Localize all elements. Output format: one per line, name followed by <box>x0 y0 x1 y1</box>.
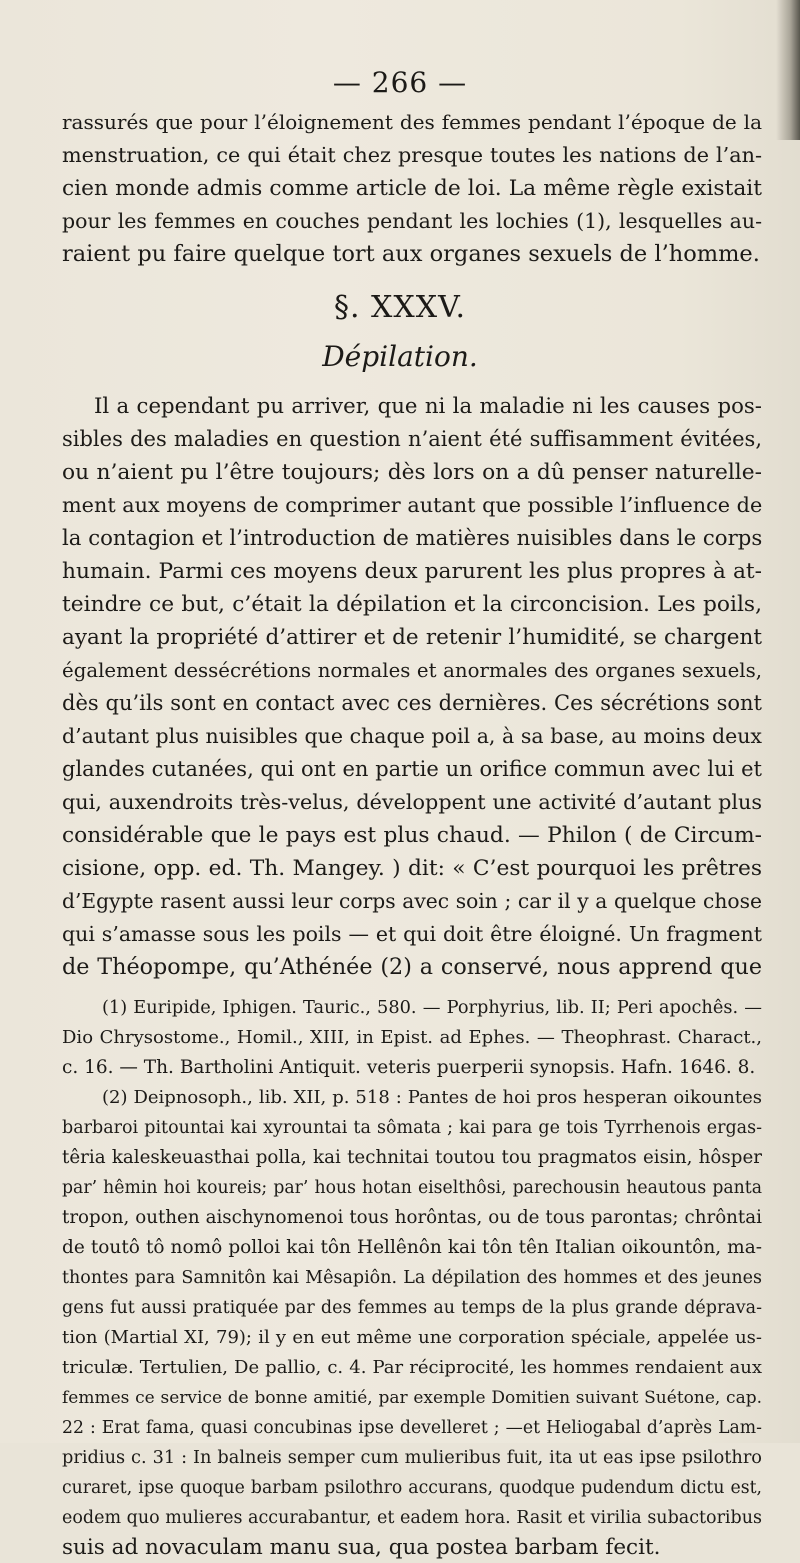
footnote-line: par’ hêmin hoi koureis; par’ hous hotan eiselthôsi, parechousin heautous panta <box>62 1178 762 1198</box>
text-line: ment aux moyens de comprimer autant que possible l’influence de <box>62 493 762 517</box>
section-subtitle: Dépilation. <box>322 340 478 373</box>
section-title: §. XXXV. <box>333 290 467 325</box>
page-number: — 266 — <box>332 66 468 99</box>
text-line: Il a cependant pu arriver, que ni la maladie ni les causes pos- <box>94 394 762 419</box>
footnote-line: curaret, ipse quoque barbam psilothro accurans, quodque pudendum dictu est, <box>62 1478 762 1498</box>
footnote-line: suis ad novaculam manu sua, qua postea barbam fecit. <box>62 1535 661 1560</box>
footnote-line: tropon, outhen aischynomenoi tous horôntas, ou de tous parontas; chrôntai <box>62 1207 762 1228</box>
text-line: sibles des maladies en question n’aient été suffisamment évitées, <box>62 427 762 451</box>
text-line: dès qu’ils sont en contact avec ces dernières. Ces sécrétions sont <box>62 691 762 715</box>
text-line: d’Egypte rasent aussi leur corps avec soin ; car il y a quelque chose <box>62 889 762 913</box>
text-line: qui, auxendroits très-velus, développent une activité d’autant plus <box>62 790 762 814</box>
text-line: humain. Parmi ces moyens deux parurent les plus propres à at- <box>62 559 762 584</box>
intro-paragraph <box>62 106 762 271</box>
text-line: cisione, opp. ed. Th. Mangey. ) dit: « C’est pourquoi les prêtres <box>62 856 762 881</box>
footnote-line: eodem quo mulieres accurabantur, et eadem hora. Rasit et virilia subactoribus <box>62 1508 762 1528</box>
body-paragraph <box>62 390 762 984</box>
text-line: qui s’amasse sous les poils — et qui doit être éloigné. Un fragment <box>62 922 762 946</box>
text-line: de Théopompe, qu’Athénée (2) a conservé, nous apprend que <box>62 954 762 980</box>
footnote-line: têria kaleskeuasthai polla, kai technitai toutou tou pragmatos eisin, hôsper <box>62 1147 762 1168</box>
footnotes <box>62 993 762 1563</box>
text-line: ou n’aient pu l’être toujours; dès lors on a dû penser naturelle- <box>62 460 762 485</box>
footnote-line: Dio Chrysostome., Homil., XIII, in Epist. ad Ephes. — Theophrast. Charact., <box>62 1027 762 1048</box>
text-line: menstruation, ce qui était chez presque toutes les nations de l’an- <box>62 143 762 167</box>
text-line: glandes cutanées, qui ont en partie un orifice commun avec lui et <box>62 757 762 781</box>
footnote-line: pridius c. 31 : In balneis semper cum mulieribus fuit, ita ut eas ipse psilothro <box>62 1448 762 1468</box>
footnote-line: gens fut aussi pratiquée par des femmes au temps de la plus grande déprava- <box>62 1298 762 1318</box>
text-line: d’autant plus nuisibles que chaque poil a, à sa base, au moins deux <box>62 724 762 748</box>
text-line: également dessécrétions normales et anormales des organes sexuels, <box>62 659 762 682</box>
text-line: considérable que le pays est plus chaud. — Philon ( de Circum- <box>62 823 762 848</box>
text-line: ayant la propriété d’attirer et de retenir l’humidité, se chargent <box>62 625 762 650</box>
footnote-line: tion (Martial XI, 79); il y en eut même une corporation spéciale, appelée us- <box>62 1327 762 1348</box>
text-line: raient pu faire quelque tort aux organes sexuels de l’homme. <box>62 241 760 267</box>
footnote-line: c. 16. — Th. Bartholini Antiquit. veteris puerperii synopsis. Hafn. 1646. 8. <box>62 1057 756 1078</box>
footnote-line: thontes para Samnitôn kai Mêsapiôn. La dépilation des hommes et des jeunes <box>62 1268 762 1288</box>
text-line: teindre ce but, c’était la dépilation et la circoncision. Les poils, <box>62 592 762 617</box>
text-line: pour les femmes en couches pendant les lochies (1), lesquelles au- <box>62 209 762 233</box>
footnote-line: barbaroi pitountai kai xyrountai ta sômata ; kai para ge tois Tyrrhenois ergas- <box>62 1118 762 1138</box>
footnote-line: de toutô tô nomô polloi kai tôn Hellênôn kai tôn tên Italian oikountôn, ma- <box>62 1237 762 1258</box>
text-line: rassurés que pour l’éloignement des femmes pendant l’époque de la <box>62 110 762 134</box>
footnote-line: femmes ce service de bonne amitié, par exemple Domitien suivant Suétone, cap. <box>62 1388 762 1408</box>
footnote-line: (1) Euripide, Iphigen. Tauric., 580. — Porphyrius, lib. II; Peri apochês. — <box>102 998 762 1018</box>
text-line: cien monde admis comme article de loi. La même règle existait <box>62 176 762 201</box>
footnote-line: triculæ. Tertulien, De pallio, c. 4. Par réciprocité, les hommes rendaient aux <box>62 1357 762 1378</box>
text-line: la contagion et l’introduction de matières nuisibles dans le corps <box>62 526 762 551</box>
footnote-line: 22 : Erat fama, quasi concubinas ipse develleret ; —et Heliogabal d’après Lam- <box>62 1418 762 1438</box>
footnote-line: (2) Deipnosoph., lib. XII, p. 518 : Pantes de hoi pros hesperan oikountes <box>102 1087 762 1108</box>
